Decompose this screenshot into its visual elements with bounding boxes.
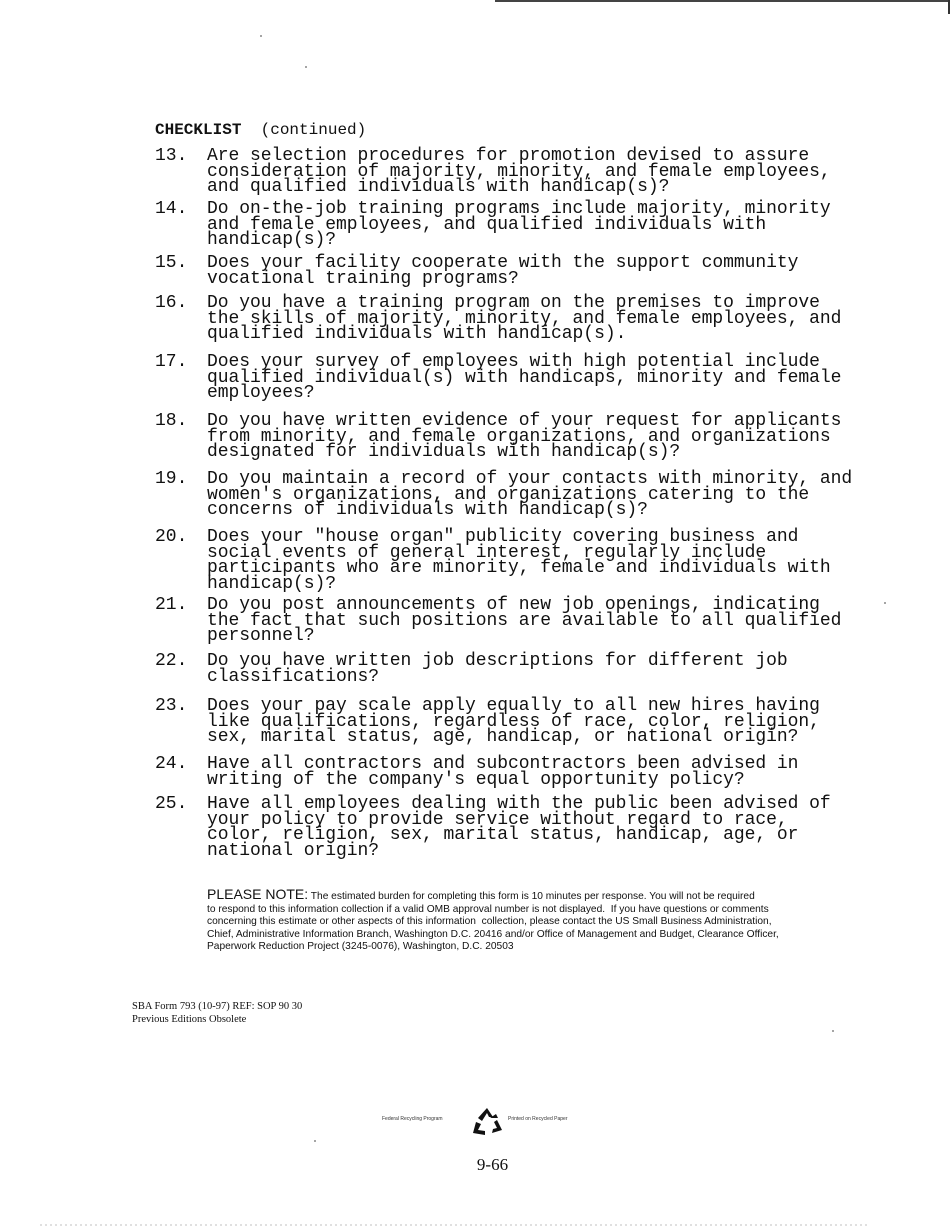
recycle-mark [382, 1106, 592, 1136]
item-line: Do on-the-job training programs include majority, minority [207, 199, 831, 219]
note-line: concerning this estimate or other aspects of this information collection, please contact the US Small Business Administration, [207, 916, 772, 928]
page-number: 9-66 [476, 1155, 509, 1174]
scan-speck [314, 1140, 316, 1142]
note-line: Paperwork Reduction Project (3245-0076), Washington, D.C. 20503 [207, 941, 514, 953]
item-line: Does your "house organ" publicity covering business and [207, 527, 799, 547]
item-line: Are selection procedures for promotion devised to assure [207, 146, 810, 166]
item-number: 16. [155, 293, 188, 313]
item-line: Do you have written job descriptions for different job [207, 651, 788, 671]
item-line: qualified individual(s) with handicaps, minority and female [207, 367, 842, 388]
item-number: 24. [155, 754, 188, 774]
item-line: Does your survey of employees with high potential include [207, 352, 820, 372]
form-reference [132, 1000, 302, 1026]
item-line: the skills of majority, minority, and female employees, and [207, 308, 842, 329]
item-text [207, 595, 907, 647]
item-text [207, 754, 907, 790]
recycle-icon [470, 1106, 504, 1136]
note-line: to respond to this information collection if a valid OMB approval number is not displayed. If you have questions or comments [207, 903, 769, 915]
recycle-right-text: Printed on Recycled Paper [508, 1116, 568, 1122]
note-line: Chief, Administrative Information Branch, Washington D.C. 20416 and/or Office of Management and Budget, Clearance Officer, [207, 928, 779, 940]
item-text [207, 527, 907, 595]
item-line: women's organizations, and organizations catering to the [207, 484, 810, 505]
item-line: handicap(s)? [207, 230, 337, 251]
item-line: Have all employees dealing with the public been advised of [207, 794, 831, 814]
form-ref-line2: Previous Editions Obsolete [132, 1014, 247, 1025]
scan-edge-top [495, 0, 950, 2]
item-line: Does your facility cooperate with the support community [207, 253, 799, 273]
item-line: Have all contractors and subcontractors been advised in [207, 754, 799, 774]
item-line: sex, marital status, age, handicap, or national origin? [207, 727, 799, 748]
item-line: designated for individuals with handicap(s)? [207, 442, 681, 463]
item-line: social events of general interest, regularly include [207, 542, 767, 563]
item-text [207, 293, 907, 345]
item-line: Do you have written evidence of your request for applicants [207, 411, 842, 431]
item-line: qualified individuals with handicap(s). [207, 324, 627, 345]
item-line: personnel? [207, 626, 315, 647]
item-number: 13. [155, 146, 188, 166]
item-text [207, 651, 907, 687]
item-number: 15. [155, 253, 188, 273]
item-number: 20. [155, 527, 188, 547]
item-text [207, 794, 907, 862]
item-text [207, 696, 907, 748]
item-line: handicap(s)? [207, 574, 337, 595]
item-line: consideration of majority, minority, and female employees, [207, 161, 831, 182]
note-lead: PLEASE NOTE: [207, 886, 309, 902]
scan-speck [305, 66, 307, 68]
item-number: 23. [155, 696, 188, 716]
item-text [207, 469, 907, 521]
item-line: and qualified individuals with handicap(s)? [207, 177, 670, 198]
item-line: the fact that such positions are available to all qualified [207, 610, 842, 631]
item-line: your policy to provide service without regard to race, [207, 809, 788, 830]
item-text [207, 352, 907, 404]
item-line: from minority, and female organizations, and organizations [207, 426, 831, 447]
item-line: like qualifications, regardless of race, color, religion, [207, 711, 820, 732]
item-number: 14. [155, 199, 188, 219]
item-line: color, religion, sex, marital status, handicap, age, or [207, 825, 799, 846]
note-line: The estimated burden for completing this form is 10 minutes per response. You will not be required [308, 891, 755, 902]
item-number: 22. [155, 651, 188, 671]
scan-speck [260, 35, 262, 37]
please-note [207, 888, 867, 954]
heading-title: CHECKLIST [155, 121, 242, 139]
item-text [207, 411, 907, 463]
item-line: Do you maintain a record of your contacts with minority, and [207, 469, 853, 489]
item-line: Do you post announcements of new job openings, indicating [207, 595, 820, 615]
item-text [207, 199, 907, 251]
item-line: participants who are minority, female and individuals with [207, 558, 831, 579]
item-number: 21. [155, 595, 188, 615]
scan-speck [884, 602, 886, 604]
item-line: Do you have a training program on the premises to improve [207, 293, 820, 313]
scan-noise-bottom [40, 1224, 870, 1226]
item-line: national origin? [207, 841, 380, 862]
checklist-heading [155, 121, 366, 139]
scan-speck [832, 1030, 834, 1032]
item-line: Does your pay scale apply equally to all new hires having [207, 696, 820, 716]
recycle-left-text: Federal Recycling Program [382, 1116, 443, 1122]
item-number: 25. [155, 794, 188, 814]
item-line: concerns of individuals with handicap(s)? [207, 500, 648, 521]
item-text [207, 253, 907, 289]
item-line: classifications? [207, 666, 380, 687]
item-text [207, 146, 907, 198]
item-number: 17. [155, 352, 188, 372]
item-line: and female employees, and qualified individuals with [207, 214, 767, 235]
item-line: writing of the company's equal opportunity policy? [207, 769, 745, 790]
item-number: 18. [155, 411, 188, 431]
item-number: 19. [155, 469, 188, 489]
item-line: employees? [207, 383, 315, 404]
heading-suffix: (continued) [260, 121, 367, 139]
form-ref-line1: SBA Form 793 (10-97) REF: SOP 90 30 [132, 1001, 303, 1012]
item-line: vocational training programs? [207, 268, 519, 289]
